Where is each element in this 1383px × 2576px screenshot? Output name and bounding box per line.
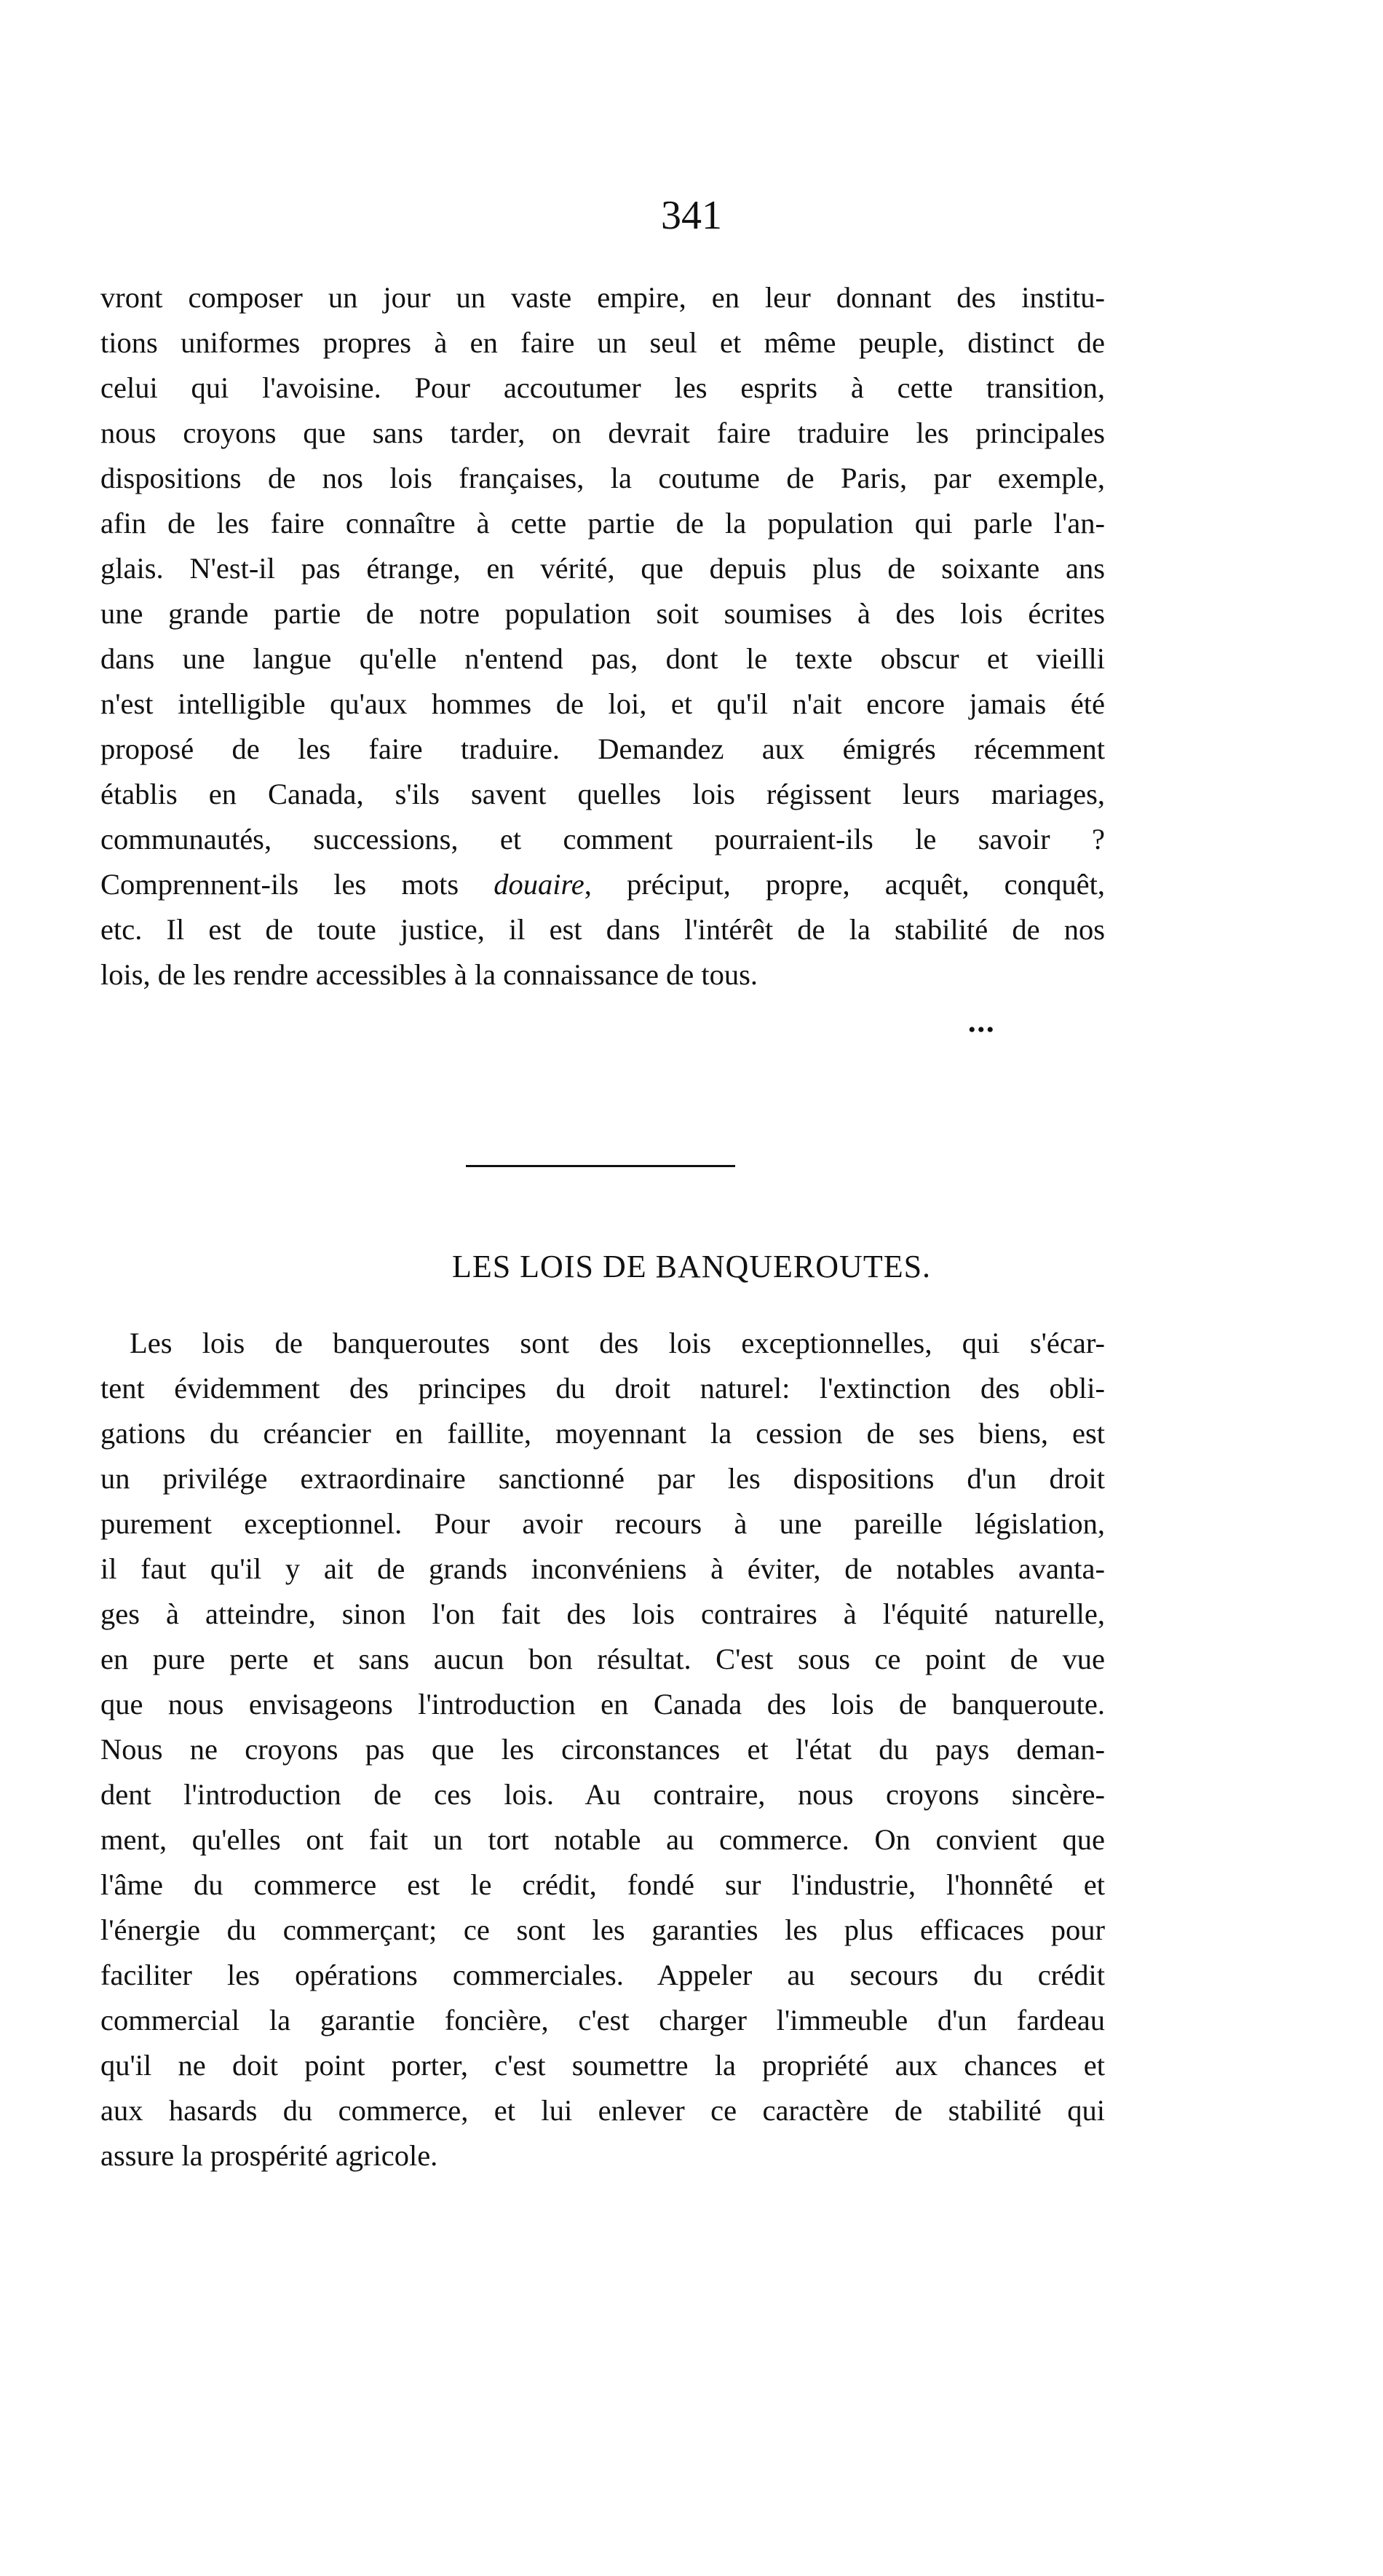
text-line: dent l'introduction de ces lois. Au contraire, nous croyons sincère- (100, 1778, 1105, 1811)
text-line: Les lois de banqueroutes sont des lois exceptionnelles, qui s'écar- (130, 1327, 1105, 1359)
text-line: etc. Il est de toute justice, il est dans l'intérêt de la stabilité de nos (100, 913, 1105, 946)
text-line: qu'il ne doit point porter, c'est soumettre la propriété aux chances et (100, 2049, 1105, 2082)
text-line: que nous envisageons l'introduction en Canada des lois de banqueroute. (100, 1688, 1105, 1720)
section-heading: LES LOIS DE BANQUEROUTES. (451, 1249, 932, 1284)
page-number: 341 (661, 193, 722, 238)
text-line: n'est intelligible qu'aux hommes de loi, et qu'il n'ait encore jamais été (100, 687, 1105, 720)
text-line: en pure perte et sans aucun bon résultat. C'est sous ce point de vue (100, 1643, 1105, 1675)
italic-term: douaire (494, 868, 584, 901)
text-line: purement exceptionnel. Pour avoir recours à une pareille législation, (100, 1507, 1105, 1540)
text-line: ment, qu'elles ont fait un tort notable au commerce. On convient que (100, 1823, 1105, 1856)
text-line: glais. N'est-il pas étrange, en vérité, que depuis plus de soixante ans (100, 552, 1105, 585)
text-line: communautés, successions, et comment pourraient-ils le savoir ? (100, 823, 1105, 856)
text-line: ges à atteindre, sinon l'on fait des lois contraires à l'équité naturelle, (100, 1597, 1105, 1630)
section-divider (466, 1165, 735, 1167)
text-line: dispositions de nos lois françaises, la coutume de Paris, par exemple, (100, 462, 1105, 494)
text-line: afin de les faire connaître à cette partie de la population qui parle l'an- (100, 507, 1105, 540)
text-line: Comprennent-ils les mots douaire, préciput, propre, acquêt, conquêt, (100, 868, 1105, 901)
text-line: nous croyons que sans tarder, on devrait faire traduire les principales (100, 416, 1105, 449)
text-line: établis en Canada, s'ils savent quelles lois régissent leurs mariages, (100, 778, 1105, 810)
text-line: vront composer un jour un vaste empire, en leur donnant des institu- (100, 281, 1105, 314)
text-line: tions uniformes propres à en faire un seul et même peuple, distinct de (100, 326, 1105, 359)
text-line: gations du créancier en faillite, moyennant la cession de ses biens, est (100, 1417, 1105, 1450)
text-line: tent évidemment des principes du droit naturel: l'extinction des obli- (100, 1372, 1105, 1404)
text-line: Nous ne croyons pas que les circonstances et l'état du pays deman- (100, 1733, 1105, 1766)
section-ornament: ••• (968, 1018, 996, 1042)
text-line: celui qui l'avoisine. Pour accoutumer les esprits à cette transition, (100, 371, 1105, 404)
text-line: lois, de les rendre accessibles à la connaissance de tous. (100, 958, 758, 991)
text-line: il faut qu'il y ait de grands inconvéniens à éviter, de notables avanta- (100, 1552, 1105, 1585)
text-line: dans une langue qu'elle n'entend pas, dont le texte obscur et vieilli (100, 642, 1105, 675)
text-line: commercial la garantie foncière, c'est charger l'immeuble d'un fardeau (100, 2004, 1105, 2036)
text-line: faciliter les opérations commerciales. Appeler au secours du crédit (100, 1959, 1105, 1991)
text-line: proposé de les faire traduire. Demandez aux émigrés récemment (100, 732, 1105, 765)
text-line: un privilége extraordinaire sanctionné par les dispositions d'un droit (100, 1462, 1105, 1495)
paragraph-continuation (100, 275, 1105, 997)
text-line: l'énergie du commerçant; ce sont les garanties les plus efficaces pour (100, 1913, 1105, 1946)
text-line: une grande partie de notre population soit soumises à des lois écrites (100, 597, 1105, 630)
paragraph-banqueroutes (100, 1321, 1105, 2178)
text-line: assure la prospérité agricole. (100, 2139, 438, 2172)
text-line: aux hasards du commerce, et lui enlever ce caractère de stabilité qui (100, 2094, 1105, 2127)
text-line: l'âme du commerce est le crédit, fondé sur l'industrie, l'honnêté et (100, 1868, 1105, 1901)
